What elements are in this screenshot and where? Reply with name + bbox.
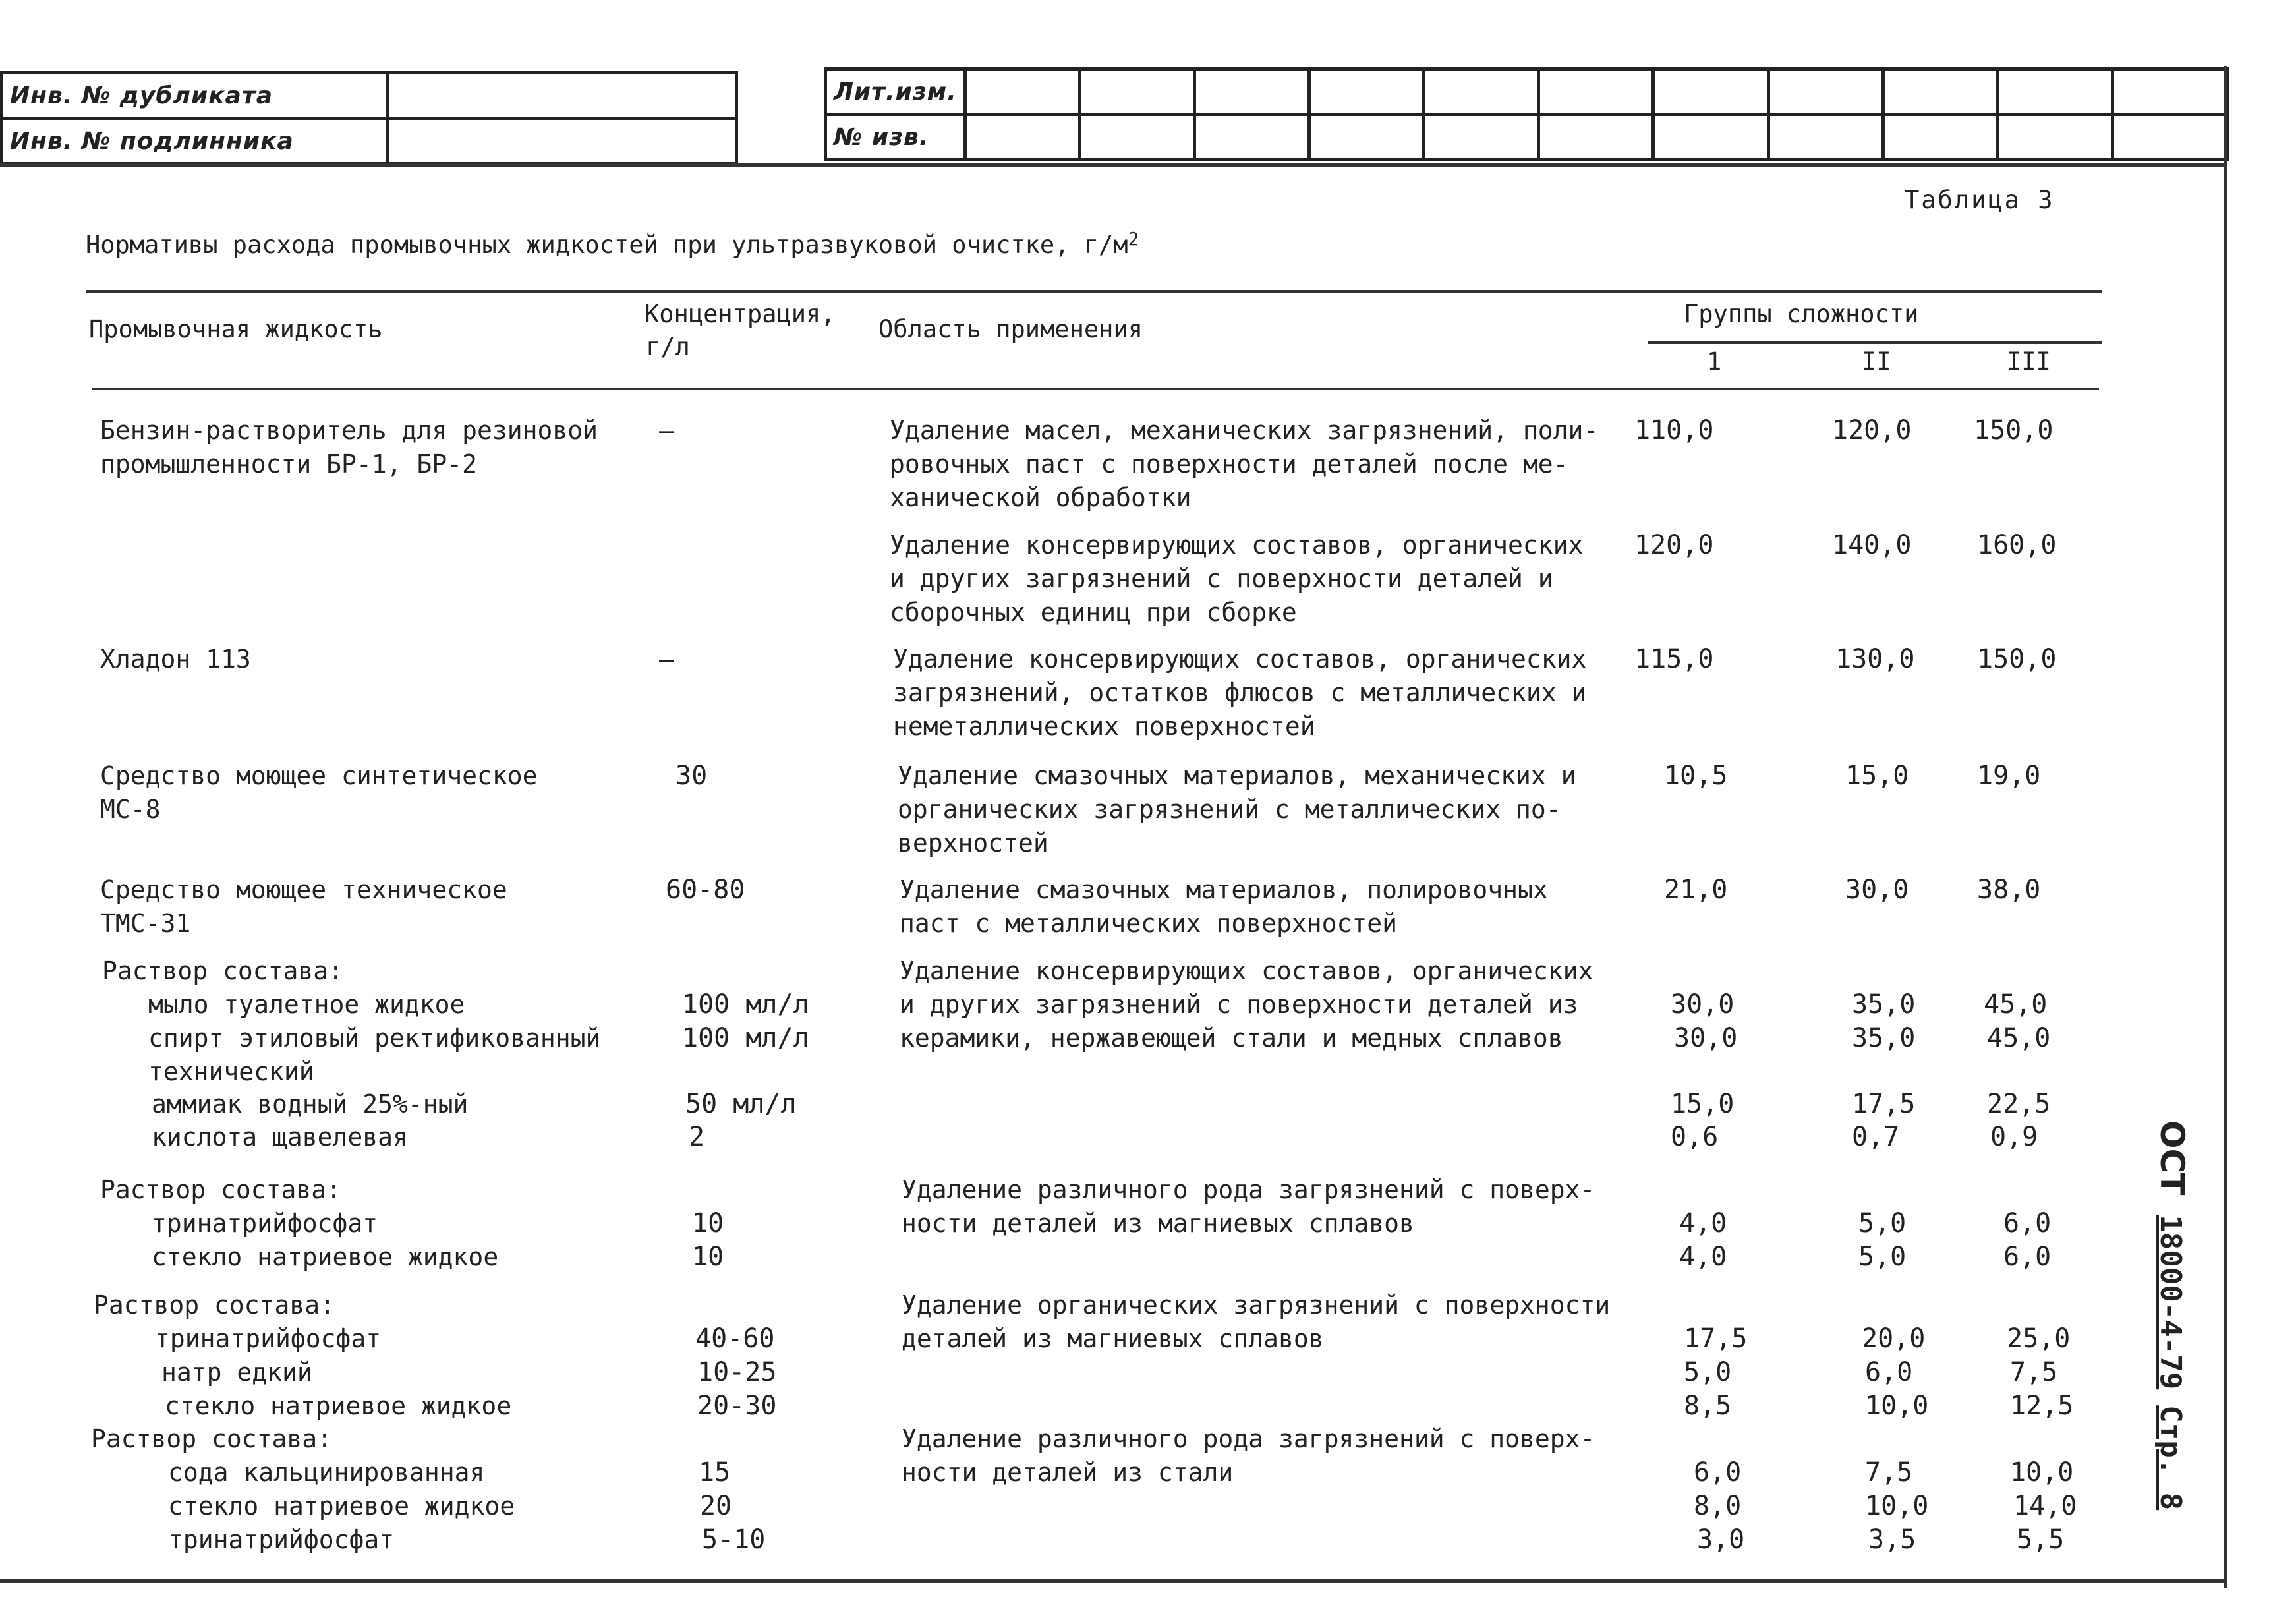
row-5-item-4-group-3: 0,9 (1990, 1122, 2038, 1152)
row-7-item-2-group-3: 7,5 (2010, 1357, 2058, 1387)
side-label-number: 18000-4-79 (2154, 1215, 2187, 1390)
row-5-item-2-name: спирт этиловый ректификованный технический (148, 1024, 601, 1086)
row-8-item-3-conc: 5-10 (702, 1524, 766, 1555)
row-5-application: Удаление консервирующих составов, органических и других загрязнений с поверхности деталей из керамики, нержавеющей стали и медных сплавов (900, 956, 1594, 1053)
row-8-item-1-name: сода кальцинированная (168, 1458, 485, 1487)
row-5-item-2-group-2: 35,0 (1852, 1023, 1916, 1053)
row-6-item-2-group-3: 6,0 (2003, 1242, 2052, 1272)
row-5-item-2-group-1: 30,0 (1674, 1023, 1738, 1053)
row-6-item-2-name: стекло натриевое жидкое (152, 1242, 499, 1271)
table-number: Таблица 3 (1905, 186, 2055, 214)
row-8-title: Раствор состава: (91, 1424, 333, 1453)
row-5-item-4-conc: 2 (689, 1122, 705, 1152)
row-8-item-2-name: стекло натриевое жидкое (168, 1492, 515, 1521)
row-8-item-1-group-1: 6,0 (1694, 1457, 1742, 1488)
row-6-item-2-conc: 10 (692, 1242, 724, 1272)
row-8-item-2-group-1: 8,0 (1694, 1491, 1742, 1521)
header-application: Область применения (878, 315, 1143, 343)
row-8-item-1-group-3: 10,0 (2010, 1457, 2074, 1488)
row-8-application: Удаление различного рода загрязнений с поверх- ности деталей из стали (902, 1424, 1595, 1487)
frame-top (0, 163, 2227, 167)
row-8-item-1-group-2: 7,5 (1865, 1457, 1913, 1488)
row-1-application-a: Удаление масел, механических загрязнений, поли- ровочных паст с поверхности деталей после ме- ханической обработки (890, 416, 1599, 512)
table-title-text: Нормативы расхода промывочных жидкостей при ультразвуковой очистке, г/м (86, 231, 1128, 259)
row-5-item-3-group-2: 17,5 (1852, 1089, 1916, 1119)
row-5-item-2-conc: 100 мл/л (682, 1023, 809, 1053)
row-4-group-2: 30,0 (1845, 875, 1909, 905)
row-1-application-b: Удаление консервирующих составов, органических и других загрязнений с поверхности деталей и сборочных единиц при сборке (890, 531, 1584, 627)
row-3-group-2: 15,0 (1845, 761, 1909, 791)
header-groups: Группы сложности (1684, 300, 1919, 328)
inv-duplicate-value (388, 73, 737, 119)
row-3-group-3: 19,0 (1977, 761, 2041, 791)
inv-duplicate-label: Инв. № дубликата (2, 73, 388, 119)
row-5-item-4-group-1: 0,6 (1671, 1122, 1719, 1152)
row-4-application: Удаление смазочных материалов, полировочных паст с металлических поверхностей (900, 875, 1548, 938)
row-5-item-1-group-3: 45,0 (1984, 989, 2048, 1020)
row-5-item-4-name: кислота щавелевая (152, 1122, 408, 1151)
header-liquid: Промывочная жидкость (89, 315, 383, 343)
row-6-item-2-group-1: 4,0 (1679, 1242, 1727, 1272)
row-8-item-3-group-3: 5,5 (2017, 1524, 2065, 1555)
row-5-title: Раствор состава: (102, 956, 344, 985)
row-7-item-1-group-2: 20,0 (1862, 1323, 1926, 1354)
row-7-item-3-group-3: 12,5 (2010, 1391, 2074, 1421)
header-group-3: III (2007, 347, 2051, 376)
row-1b-group-2: 140,0 (1832, 530, 1912, 560)
row-7-item-1-conc: 40-60 (695, 1323, 775, 1354)
row-7-item-1-group-3: 25,0 (2007, 1323, 2071, 1354)
row-7-item-1-group-1: 17,5 (1684, 1323, 1748, 1354)
lit-label: Лит.изм. (826, 69, 965, 115)
row-4-group-1: 21,0 (1664, 875, 1728, 905)
header-group-2: II (1862, 347, 1891, 376)
row-6-item-2-group-2: 5,0 (1858, 1242, 1907, 1272)
row-8-item-2-conc: 20 (700, 1491, 732, 1521)
row-6-item-1-name: тринатрийфосфат (152, 1209, 378, 1238)
side-label (2139, 1120, 2198, 1555)
row-7-item-2-conc: 10-25 (697, 1357, 777, 1387)
row-3-group-1: 10,5 (1664, 761, 1728, 791)
row-7-item-2-group-2: 6,0 (1865, 1357, 1913, 1387)
row-1-concentration: – (659, 416, 674, 445)
stamp-right (824, 67, 2229, 161)
stamp-left (0, 71, 738, 165)
row-7-item-2-group-1: 5,0 (1684, 1357, 1732, 1387)
row-1a-group-2: 120,0 (1832, 415, 1912, 446)
row-1-name: Бензин-растворитель для резиновой промышленности БР-1, БР-2 (100, 416, 598, 478)
row-7-item-3-conc: 20-30 (697, 1391, 777, 1421)
row-5-item-1-name: мыло туалетное жидкое (148, 990, 465, 1019)
row-8-item-2-group-3: 14,0 (2013, 1491, 2077, 1521)
row-7-item-2-name: натр едкий (161, 1358, 312, 1387)
row-4-name: Средство моющее техническое ТМС-31 (100, 875, 507, 938)
row-6-item-1-group-3: 6,0 (2003, 1208, 2052, 1238)
row-2-application: Удаление консервирующих составов, органических загрязнений, остатков флюсов с металлических и неметаллических поверхностей (893, 645, 1587, 741)
row-3-name: Средство моющее синтетическое МС-8 (100, 761, 538, 824)
inv-original-label: Инв. № подлинника (2, 119, 388, 164)
row-5-item-3-name: аммиак водный 25%-ный (152, 1089, 469, 1118)
row-7-item-3-name: стекло натриевое жидкое (165, 1391, 512, 1420)
row-3-application: Удаление смазочных материалов, механических и органических загрязнений с металлических по- верхностей (898, 761, 1576, 857)
row-7-item-3-group-1: 8,5 (1684, 1391, 1732, 1421)
row-5-item-3-group-3: 22,5 (1987, 1089, 2051, 1119)
row-5-item-2-group-3: 45,0 (1987, 1023, 2051, 1053)
row-1a-group-3: 150,0 (1974, 415, 2054, 446)
row-8-item-1-conc: 15 (699, 1457, 731, 1488)
row-2-group-3: 150,0 (1977, 644, 2057, 674)
row-2-concentration: – (659, 645, 674, 674)
header-concentration-unit: г/л (646, 333, 690, 361)
row-2-name: Хладон 113 (100, 645, 251, 674)
row-8-item-2-group-2: 10,0 (1865, 1491, 1929, 1521)
row-6-application: Удаление различного рода загрязнений с поверх- ности деталей из магниевых сплавов (902, 1175, 1595, 1238)
row-6-item-1-group-1: 4,0 (1679, 1208, 1727, 1238)
row-5-item-3-conc: 50 мл/л (685, 1089, 797, 1119)
row-6-title: Раствор состава: (100, 1175, 342, 1204)
side-label-ost: ОСТ (2153, 1120, 2191, 1196)
row-8-item-3-group-2: 3,5 (1868, 1524, 1916, 1555)
change-label: № изв. (826, 115, 965, 160)
row-7-item-3-group-2: 10,0 (1865, 1391, 1929, 1421)
header-concentration: Концентрация, (645, 300, 836, 328)
side-label-text (2153, 1120, 2191, 1510)
row-1b-group-3: 160,0 (1977, 530, 2057, 560)
row-8-item-3-name: тринатрийфосфат (168, 1525, 395, 1554)
row-4-group-3: 38,0 (1977, 875, 2041, 905)
title-superscript: 2 (1128, 228, 1139, 250)
row-2-group-1: 115,0 (1634, 644, 1714, 674)
side-label-page: Стр. 8 (2154, 1405, 2187, 1511)
table-title (86, 228, 1139, 259)
inv-original-value (388, 119, 737, 164)
row-1b-group-1: 120,0 (1634, 530, 1714, 560)
row-5-item-4-group-2: 0,7 (1852, 1122, 1900, 1152)
row-7-title: Раствор состава: (94, 1290, 335, 1320)
row-3-concentration: 30 (675, 761, 708, 791)
frame-bottom (0, 1579, 2227, 1583)
row-4-concentration: 60-80 (666, 875, 745, 905)
header-rule-bottom (92, 388, 2099, 390)
row-6-item-1-conc: 10 (692, 1208, 724, 1238)
row-5-item-1-group-1: 30,0 (1671, 989, 1735, 1020)
row-2-group-2: 130,0 (1835, 644, 1915, 674)
row-8-item-3-group-1: 3,0 (1697, 1524, 1745, 1555)
row-5-item-1-conc: 100 мл/л (682, 989, 809, 1020)
row-5-item-1-group-2: 35,0 (1852, 989, 1916, 1020)
frame-right (2224, 66, 2227, 1588)
row-5-item-3-group-1: 15,0 (1671, 1089, 1735, 1119)
row-7-item-1-name: тринатрийфосфат (155, 1324, 382, 1353)
row-1a-group-1: 110,0 (1634, 415, 1714, 446)
header-group-1: 1 (1707, 347, 1722, 376)
header-rule-groups (1648, 341, 2102, 344)
row-7-application: Удаление органических загрязнений с поверхности деталей из магниевых сплавов (902, 1290, 1611, 1353)
row-6-item-1-group-2: 5,0 (1858, 1208, 1907, 1238)
header-rule-top (86, 290, 2102, 293)
